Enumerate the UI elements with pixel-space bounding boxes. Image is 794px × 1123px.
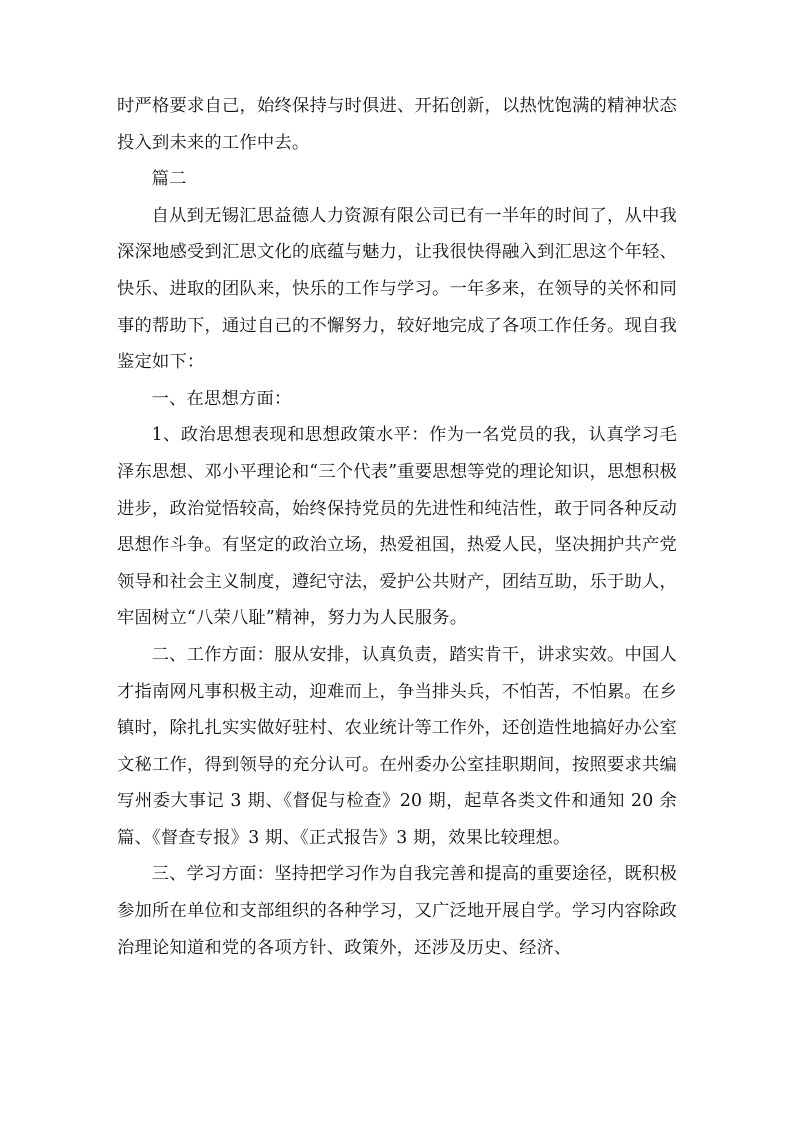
paragraph-introduction: 自从到无锡汇思益德人力资源有限公司已有一半年的时间了，从中我深深地感受到汇思文化的底蕴与魅力，让我很快得融入到汇思这个年轻、快乐、进取的团队来，快乐的工作与学习。一年多来，在领导的关怀和同事的帮助下，通过自己的不懈努力，较好地完成了各项工作任务。现自我鉴定如下：	[117, 205, 677, 373]
paragraph-continuation: 时严格要求自己，始终保持与时俱进、开拓创新，以热忱饱满的精神状态投入到未来的工作中去。	[117, 96, 677, 153]
section-heading-thought: 一、在思想方面：	[151, 388, 292, 409]
section-heading-part-two: 篇二	[151, 169, 187, 190]
paragraph-study-aspect: 三、学习方面：坚持把学习作为自我完善和提高的重要途径，既积极参加所在单位和支部组织的各种学习，又广泛地开展自学。学习内容除政治理论知道和党的各项方针、政策外，还涉及历史、经济、	[117, 864, 677, 958]
paragraph-work-aspect: 二、工作方面：服从安排，认真负责，踏实肯干，讲求实效。中国人才指南网凡事积极主动，迎难而上，争当排头兵，不怕苦，不怕累。在乡镇时，除扎扎实实做好驻村、农业统计等工作外，还创造性地搞好办公室文秘工作，得到领导的充分认可。在州委办公室挂职期间，按照要求共编写州委大事记 3 期、《督促与检查》20 期，起草各类文件和通知 20 余篇、《督查专报》3 期、《正式报告》3 期，效果比较理想。	[117, 644, 677, 848]
document-body	[117, 88, 677, 966]
paragraph-political-thought: 1、政治思想表现和思想政策水平：作为一名党员的我，认真学习毛泽东思想、邓小平理论和“三个代表”重要思想等党的理论知识，思想积极进步，政治觉悟较高，始终保持党员的先进性和纯洁性，敢于同各种反动思想作斗争。有坚定的政治立场，热爱祖国，热爱人民，坚决拥护共产党领导和社会主义制度，遵纪守法，爱护公共财产，团结互助，乐于助人，牢固树立“八荣八耻”精神，努力为人民服务。	[117, 425, 677, 629]
